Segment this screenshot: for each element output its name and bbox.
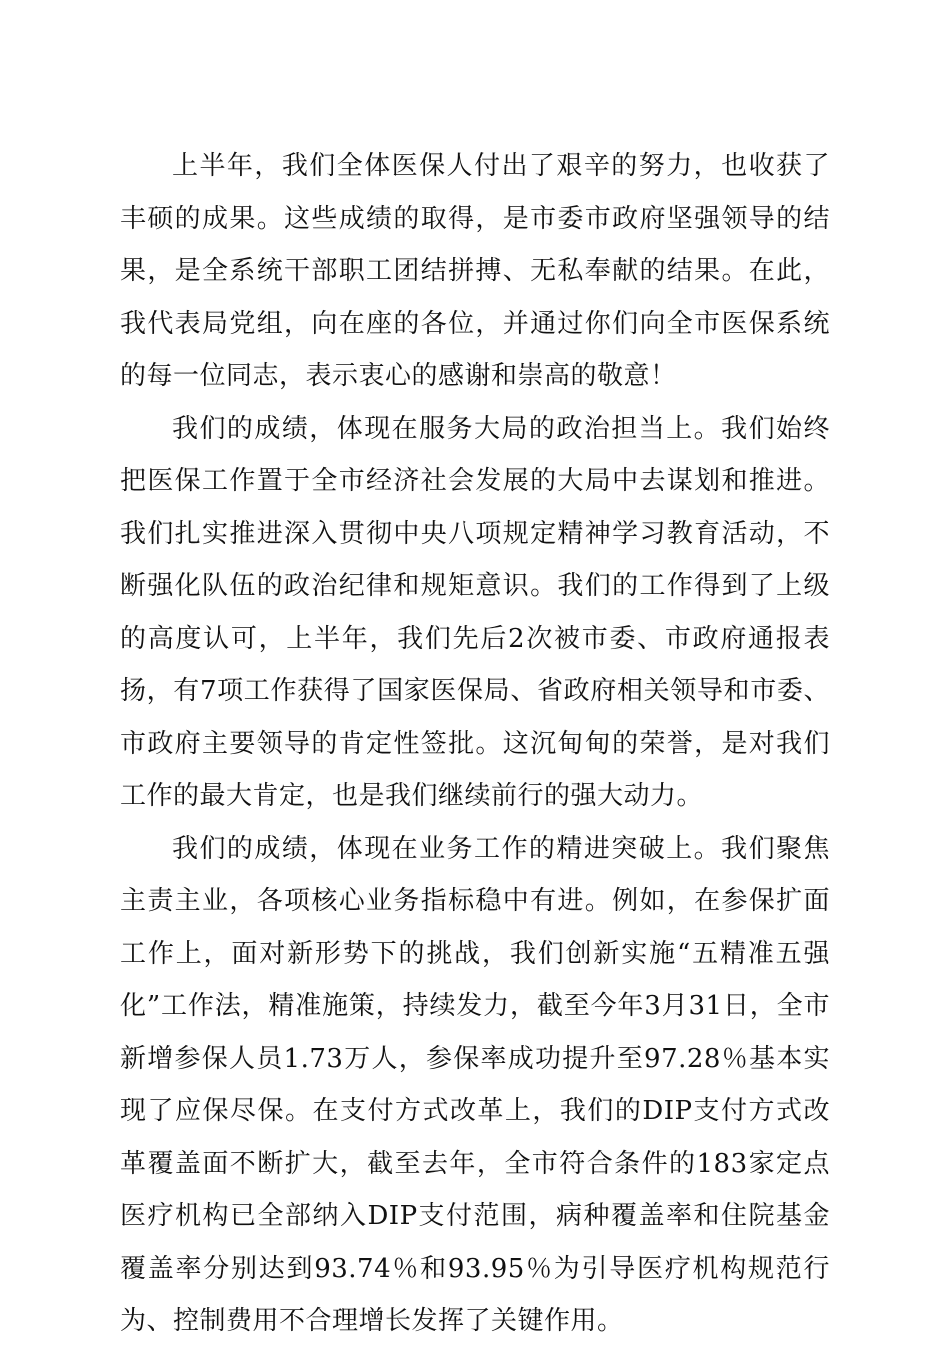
paragraph-1: 上半年，我们全体医保人付出了艰辛的努力，也收获了丰硕的成果。这些成绩的取得，是市委市政府坚强领导的结果，是全系统干部职工团结拼搏、无私奉献的结果。在此，我代表局党组，向在座的各位，并通过你们向全市医保系统的每一位同志，表示衷心的感谢和崇高的敬意！ [120,151,830,391]
paragraph-2: 我们的成绩，体现在服务大局的政治担当上。我们始终把医保工作置于全市经济社会发展的大局中去谋划和推进。我们扎实推进深入贯彻中央八项规定精神学习教育活动，不断强化队伍的政治纪律和规矩意识。我们的工作得到了上级的高度认可，上半年，我们先后2次被市委、市政府通报表扬，有7项工作获得了国家医保局、省政府相关领导和市委、市政府主要领导的肯定性签批。这沉甸甸的荣誉，是对我们工作的最大肯定，也是我们继续前行的强大动力。 [120,413,830,811]
document-body [120,140,830,1348]
paragraph-3: 我们的成绩，体现在业务工作的精进突破上。我们聚焦主责主业，各项核心业务指标稳中有进。例如，在参保扩面工作上，面对新形势下的挑战，我们创新实施“五精准五强化”工作法，精准施策，持续发力，截至今年3月31日，全市新增参保人员1.73万人，参保率成功提升至97.28％基本实现了应保尽保。在支付方式改革上，我们的DIP支付方式改革覆盖面不断扩大，截至去年，全市符合条件的183家定点医疗机构已全部纳入DIP支付范围，病种覆盖率和住院基金覆盖率分别达到93.74％和93.95％为引导医疗机构规范行为、控制费用不合理增长发挥了关键作用。 [120,833,830,1336]
